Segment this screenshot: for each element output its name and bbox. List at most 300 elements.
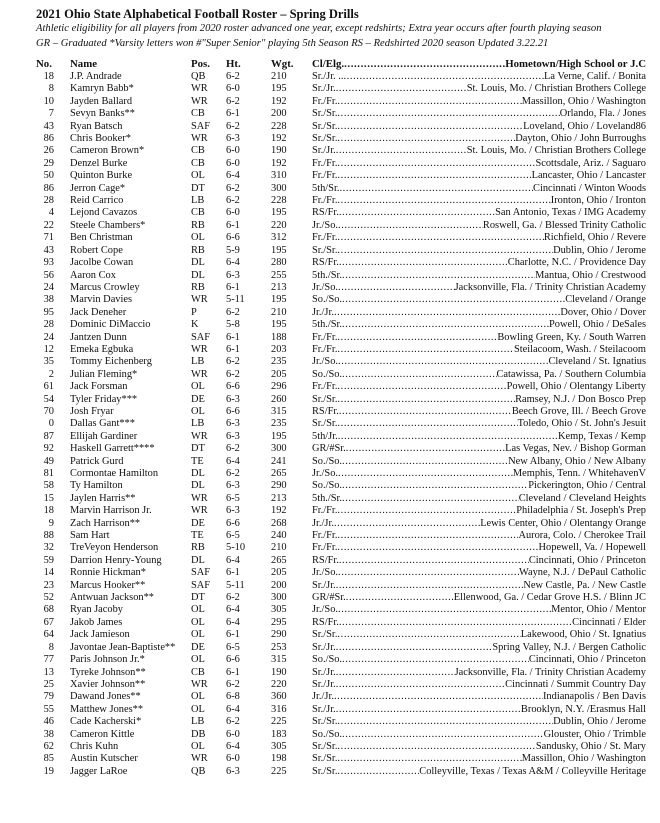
- player-number: 62: [43, 740, 54, 752]
- player-height: 6-4: [226, 170, 240, 182]
- player-class-hometown: [312, 195, 646, 207]
- leader-dots: [337, 716, 553, 728]
- player-name: Reid Carrico: [70, 195, 124, 207]
- player-number: 95: [43, 306, 54, 318]
- player-number: 8: [48, 83, 54, 95]
- player-name: Dominic DiMaccio: [70, 319, 151, 331]
- player-weight: 265: [271, 554, 287, 566]
- player-number: 81: [43, 468, 54, 479]
- player-name: Aaron Cox: [70, 269, 116, 281]
- roster-row: [36, 245, 650, 257]
- player-height: 6-2: [226, 195, 240, 207]
- roster-row: [36, 108, 650, 120]
- player-position: SAF: [191, 567, 211, 579]
- player-class: Sr./Jr.: [312, 83, 336, 95]
- player-height: 6-1: [226, 567, 240, 579]
- leader-dots: [337, 332, 497, 344]
- roster-document: [36, 6, 650, 778]
- player-position: DL: [191, 468, 205, 479]
- player-number: 54: [43, 393, 54, 405]
- player-weight: 205: [271, 368, 287, 380]
- player-height: 6-4: [226, 455, 240, 467]
- roster-row: [36, 257, 650, 269]
- player-class-hometown: [312, 394, 646, 406]
- player-name: Jaylen Harris**: [70, 492, 136, 504]
- roster-row: [36, 307, 650, 319]
- roster-row: [36, 170, 650, 182]
- player-name: Tommy Eichenberg: [70, 356, 152, 368]
- player-weight: 290: [271, 480, 287, 492]
- player-position: LB: [191, 195, 205, 207]
- player-class-hometown: [312, 71, 646, 83]
- leader-dots: [336, 667, 455, 679]
- player-class: Sr./Jr.: [312, 678, 336, 690]
- player-position: CB: [191, 145, 205, 157]
- leader-dots: [337, 741, 535, 753]
- player-hometown: Steilacoom, Wash. / Steilacoom: [513, 343, 646, 355]
- player-number: 7: [48, 108, 54, 120]
- player-name: Javontae Jean-Baptiste**: [70, 641, 176, 653]
- player-class-hometown: [312, 431, 646, 443]
- player-number: 14: [43, 567, 54, 579]
- player-hometown: Memphis, Tenn. / WhitehavenV: [512, 468, 646, 479]
- player-name: Marcus Crowley: [70, 281, 140, 293]
- player-height: 6-1: [226, 281, 240, 293]
- player-hometown: Cleveland / Orange: [565, 294, 646, 306]
- leader-dots: [337, 418, 517, 430]
- player-weight: 235: [271, 418, 287, 430]
- roster-row: [36, 207, 650, 219]
- player-name: Tyler Friday***: [70, 393, 138, 405]
- player-class: So./So.: [312, 455, 343, 467]
- player-name: J.P. Andrade: [70, 71, 122, 82]
- player-number: 28: [43, 195, 54, 207]
- player-height: 6-6: [226, 405, 240, 417]
- player-class: Fr./Fr.: [312, 331, 338, 343]
- roster-row: [36, 667, 650, 679]
- player-position: WR: [191, 753, 208, 765]
- player-position: TE: [191, 455, 204, 467]
- header-position: Pos.: [191, 58, 210, 70]
- player-number: 93: [43, 257, 54, 269]
- player-class-hometown: [312, 270, 646, 282]
- player-weight: 225: [271, 716, 287, 728]
- roster-row: [36, 121, 650, 133]
- player-class: Sr./Sr.: [312, 133, 338, 145]
- player-class-hometown: [312, 617, 646, 629]
- player-position: WR: [191, 343, 208, 355]
- player-weight: 268: [271, 517, 287, 529]
- player-class-hometown: [312, 468, 646, 480]
- roster-row: [36, 704, 650, 716]
- player-height: 6-2: [226, 678, 240, 690]
- player-height: 6-8: [226, 691, 240, 703]
- player-class: Sr./Sr.: [312, 629, 338, 641]
- player-weight: 305: [271, 740, 287, 752]
- player-class-hometown: [312, 356, 646, 368]
- player-number: 68: [43, 604, 54, 616]
- player-height: 6-5: [226, 530, 240, 542]
- player-class: Sr./Jr.: [312, 145, 336, 157]
- player-weight: 192: [271, 505, 287, 517]
- leader-dots: [337, 195, 550, 207]
- player-position: SAF: [191, 120, 211, 132]
- player-height: 6-6: [226, 232, 240, 244]
- player-class: Fr./Fr.: [312, 542, 338, 554]
- player-hometown: Philadelphia / St. Joseph's Prep: [516, 505, 646, 517]
- player-class: Sr./Sr.: [312, 120, 338, 132]
- player-hometown: Ramsey, N.J. / Don Bosco Prep: [515, 393, 646, 405]
- player-number: 61: [43, 381, 54, 393]
- roster-row: [36, 654, 650, 666]
- player-height: 5-11: [226, 294, 245, 306]
- player-position: OL: [191, 405, 205, 417]
- player-class: Sr./Sr.: [312, 753, 338, 765]
- roster-row: [36, 133, 650, 145]
- player-class-hometown: [312, 642, 646, 654]
- player-weight: 260: [271, 393, 287, 405]
- player-hometown: Cincinnati, Ohio / Princeton: [528, 554, 646, 566]
- player-weight: 312: [271, 232, 287, 244]
- player-class-hometown: [312, 493, 646, 505]
- player-class: Jr./So.: [312, 567, 338, 579]
- player-class: Jr./So.: [312, 281, 338, 293]
- leader-dots: [337, 344, 514, 356]
- player-position: LB: [191, 356, 205, 368]
- player-class: Fr./Fr.: [312, 232, 338, 244]
- leader-dots: [339, 183, 533, 195]
- roster-row: [36, 580, 650, 592]
- player-number: 49: [43, 455, 54, 467]
- player-name: Ellijah Gardiner: [70, 430, 138, 442]
- player-hometown: Charlotte, N.C. / Providence Day: [507, 257, 646, 269]
- player-class: Fr./Fr.: [312, 157, 338, 169]
- player-class-hometown: [312, 344, 646, 356]
- player-position: SAF: [191, 331, 211, 343]
- player-class-hometown: [312, 145, 646, 157]
- roster-row: [36, 617, 650, 629]
- player-weight: 316: [271, 703, 287, 715]
- roster-row: [36, 431, 650, 443]
- player-height: 5-10: [226, 542, 246, 554]
- leader-dots: [342, 493, 519, 505]
- player-name: Jantzen Dunn: [70, 331, 127, 343]
- player-class: Fr./Fr.: [312, 95, 338, 107]
- player-height: 6-0: [226, 753, 240, 765]
- leader-dots: [342, 456, 508, 468]
- player-position: QB: [191, 71, 206, 82]
- player-height: 6-2: [226, 182, 240, 194]
- leader-dots: [336, 83, 467, 95]
- player-name: Ryan Batsch: [70, 120, 123, 132]
- player-number: 28: [43, 319, 54, 331]
- leader-dots: [337, 542, 538, 554]
- player-weight: 190: [271, 666, 287, 678]
- player-name: Marvin Harrison Jr.: [70, 505, 152, 517]
- player-class-hometown: [312, 96, 646, 108]
- player-number: 10: [43, 95, 54, 107]
- player-name: Zach Harrison**: [70, 517, 141, 529]
- player-number: 67: [43, 616, 54, 628]
- player-number: 0: [48, 418, 54, 430]
- player-class: Jr./Jr.: [312, 306, 334, 318]
- player-weight: 290: [271, 629, 287, 641]
- player-class-hometown: [312, 443, 646, 455]
- leader-dots: [346, 592, 454, 604]
- player-name: Cameron Kittle: [70, 728, 135, 740]
- player-hometown: Spring Valley, N.J. / Bergen Catholic: [492, 641, 646, 653]
- player-height: 6-2: [226, 120, 240, 132]
- player-hometown: Dublin, Ohio / Jerome: [553, 716, 646, 728]
- player-class: Fr./Fr.: [312, 505, 338, 517]
- player-class-hometown: [312, 133, 646, 145]
- player-class-hometown: [312, 319, 646, 331]
- player-weight: 210: [271, 71, 287, 82]
- roster-row: [36, 418, 650, 430]
- player-weight: 195: [271, 294, 287, 306]
- player-class-hometown: [312, 542, 646, 554]
- player-class: So./So.: [312, 368, 343, 380]
- header-weight: Wgt.: [271, 58, 294, 70]
- leader-dots: [339, 406, 512, 418]
- player-number: 13: [43, 666, 54, 678]
- player-class: Fr./Fr.: [312, 195, 338, 207]
- player-hometown: Brooklyn, N.Y. /Erasmus Hall: [520, 703, 646, 715]
- player-class: So./So.: [312, 654, 343, 666]
- roster-row: [36, 394, 650, 406]
- player-hometown: New Castle, Pa. / New Castle: [523, 579, 646, 591]
- player-hometown: Roswell, Ga. / Blessed Trinity Catholic: [482, 219, 646, 231]
- roster-row: [36, 518, 650, 530]
- leader-dots: [336, 580, 524, 592]
- roster-row: [36, 195, 650, 207]
- leader-dots: [337, 170, 531, 182]
- roster-row: [36, 642, 650, 654]
- player-weight: 195: [271, 207, 287, 219]
- player-name: Cade Kacherski*: [70, 716, 142, 728]
- player-position: OL: [191, 629, 205, 641]
- player-number: 77: [43, 654, 54, 666]
- eligibility-note: Athletic eligibility for all players from 2020 roster advanced one year, except redshirts; Extra year occurs after fourth playing season: [36, 23, 602, 34]
- player-class: 5th/Jr.: [312, 430, 338, 442]
- leader-dots: [342, 270, 535, 282]
- leader-dots: [337, 245, 553, 257]
- player-hometown: New Albany, Ohio / New Albany: [508, 455, 646, 467]
- roster-row: [36, 542, 650, 554]
- player-weight: 195: [271, 319, 287, 331]
- player-weight: 300: [271, 182, 287, 194]
- player-position: DB: [191, 728, 206, 740]
- player-weight: 228: [271, 120, 287, 132]
- player-class-hometown: [312, 83, 646, 95]
- player-name: Dawand Jones**: [70, 691, 141, 703]
- player-class-hometown: [312, 207, 646, 219]
- player-height: 6-2: [226, 443, 240, 455]
- player-hometown: Loveland, Ohio / Loveland86: [523, 120, 646, 132]
- roster-row: [36, 753, 650, 765]
- player-position: WR: [191, 83, 208, 95]
- player-class: 5th./Sr.: [312, 269, 343, 281]
- player-weight: 315: [271, 405, 287, 417]
- player-class: 5th./Sr.: [312, 319, 343, 331]
- player-height: 6-3: [226, 418, 240, 430]
- player-hometown: St. Louis, Mo. / Christian Brothers College: [466, 83, 646, 95]
- player-class-hometown: [312, 480, 646, 492]
- player-weight: 220: [271, 219, 287, 231]
- header-hometown: Hometown/High School or J.C: [505, 58, 646, 70]
- player-weight: 213: [271, 492, 287, 504]
- leader-dots: [338, 282, 455, 294]
- player-position: WR: [191, 430, 208, 442]
- leader-dots: [342, 480, 528, 492]
- player-number: 50: [43, 170, 54, 182]
- roster-row: [36, 270, 650, 282]
- player-name: Ronnie Hickman*: [70, 567, 146, 579]
- roster-row: [36, 319, 650, 331]
- player-class: Sr./Sr.: [312, 418, 338, 430]
- player-name: Denzel Burke: [70, 157, 128, 169]
- leader-dots: [337, 753, 521, 765]
- player-weight: 220: [271, 678, 287, 690]
- roster-row: [36, 741, 650, 753]
- leader-dots: [336, 704, 521, 716]
- roster-row: [36, 629, 650, 641]
- player-hometown: Cleveland / St. Ignatius: [548, 356, 646, 368]
- roster-row: [36, 555, 650, 567]
- player-height: 6-4: [226, 616, 240, 628]
- player-number: 86: [43, 182, 54, 194]
- player-hometown: Lewis Center, Ohio / Olentangy Orange: [480, 517, 646, 529]
- player-class: 5th/Sr.: [312, 182, 340, 194]
- player-number: 4: [48, 207, 54, 219]
- roster-row: [36, 493, 650, 505]
- player-hometown: Dover, Ohio / Dover: [560, 306, 646, 318]
- player-class: Fr./Fr.: [312, 343, 338, 355]
- leader-dots: [338, 567, 519, 579]
- roster-row: [36, 282, 650, 294]
- player-height: 6-2: [226, 95, 240, 107]
- player-number: 46: [43, 716, 54, 728]
- player-weight: 203: [271, 343, 287, 355]
- player-class: Sr./Jr.: [312, 641, 336, 653]
- leader-dots: [337, 381, 506, 393]
- player-class: Jr./So.: [312, 356, 338, 368]
- leader-dots: [334, 691, 543, 703]
- player-class-hometown: [312, 691, 646, 703]
- leader-dots: [338, 604, 551, 616]
- player-class: Jr./Jr.: [312, 517, 334, 529]
- player-number: 26: [43, 145, 54, 157]
- player-hometown: Glouster, Ohio / Trimble: [543, 728, 646, 740]
- player-hometown: Cincinnati / Summit Country Day: [505, 678, 646, 690]
- player-number: 9: [48, 517, 54, 529]
- player-class: Sr./Sr.: [312, 740, 338, 752]
- player-position: P: [191, 306, 197, 318]
- player-height: 6-5: [226, 492, 240, 504]
- player-position: DT: [191, 182, 205, 194]
- player-class-hometown: [312, 369, 646, 381]
- player-hometown: Jacksonville, Fla. / Trinity Christian Academy: [454, 281, 646, 293]
- roster-row: [36, 356, 650, 368]
- player-class-hometown: [312, 108, 646, 120]
- player-class-hometown: [312, 567, 646, 579]
- player-number: 52: [43, 592, 54, 604]
- player-name: Josh Fryar: [70, 405, 114, 417]
- player-number: 85: [43, 753, 54, 765]
- player-height: 6-3: [226, 765, 240, 777]
- player-class-hometown: [312, 753, 646, 765]
- player-weight: 360: [271, 691, 287, 703]
- player-height: 6-5: [226, 641, 240, 653]
- header-number: No.: [36, 58, 52, 70]
- player-hometown: Massillon, Ohio / Washington: [521, 753, 646, 765]
- player-class-hometown: [312, 158, 646, 170]
- player-name: Paris Johnson Jr.*: [70, 654, 145, 666]
- player-position: QB: [191, 765, 206, 777]
- player-number: 55: [43, 703, 54, 715]
- leader-dots: [338, 356, 548, 368]
- player-hometown: Wayne, N.J. / DePaul Catholic: [518, 567, 646, 579]
- player-name: Emeka Egbuka: [70, 343, 134, 355]
- player-position: LB: [191, 716, 205, 728]
- player-hometown: Mentor, Ohio / Mentor: [551, 604, 646, 616]
- player-name: Steele Chambers*: [70, 219, 146, 231]
- player-number: 38: [43, 728, 54, 740]
- player-number: 56: [43, 269, 54, 281]
- player-class-hometown: [312, 716, 646, 728]
- roster-row: [36, 691, 650, 703]
- player-weight: 195: [271, 430, 287, 442]
- roster-row: [36, 456, 650, 468]
- player-hometown: Hopewell, Va. / Hopewell: [538, 542, 646, 554]
- roster-row: [36, 505, 650, 517]
- player-name: Jack Deneher: [70, 306, 127, 318]
- player-hometown: Catawissa, Pa. / Southern Columbia: [496, 368, 646, 380]
- player-class: Jr./Jr.: [312, 691, 334, 703]
- player-height: 6-3: [226, 505, 240, 517]
- player-class: RS/Fr.: [312, 207, 339, 219]
- player-class-hometown: [312, 257, 646, 269]
- leader-dots: [337, 133, 515, 145]
- player-position: RB: [191, 281, 205, 293]
- player-position: OL: [191, 604, 205, 616]
- player-number: 79: [43, 691, 54, 703]
- player-name: Xavier Johnson**: [70, 678, 146, 690]
- player-name: Jagger LaRoe: [70, 765, 128, 777]
- leader-dots: [339, 555, 529, 567]
- player-hometown: St. Louis, Mo. / Christian Brothers College: [466, 145, 646, 157]
- player-weight: 200: [271, 579, 287, 591]
- player-hometown: Powell, Ohio / DeSales: [549, 319, 646, 331]
- player-class: Fr./Fr.: [312, 170, 338, 182]
- player-weight: 305: [271, 604, 287, 616]
- player-hometown: Aurora, Colo. / Cherokee Trail: [518, 530, 646, 542]
- player-position: WR: [191, 368, 208, 380]
- player-hometown: Las Vegas, Nev. / Bishop Gorman: [505, 443, 646, 455]
- player-position: DE: [191, 641, 205, 653]
- player-position: K: [191, 319, 199, 331]
- player-class: 5th./Sr.: [312, 492, 343, 504]
- player-name: Lejond Cavazos: [70, 207, 138, 219]
- player-weight: 241: [271, 455, 287, 467]
- leader-dots: [337, 232, 543, 244]
- player-class-hometown: [312, 766, 646, 778]
- player-number: 64: [43, 629, 54, 641]
- player-position: DE: [191, 517, 205, 529]
- player-number: 19: [43, 765, 54, 777]
- player-weight: 295: [271, 616, 287, 628]
- player-hometown: Kemp, Texas / Kemp: [558, 430, 646, 442]
